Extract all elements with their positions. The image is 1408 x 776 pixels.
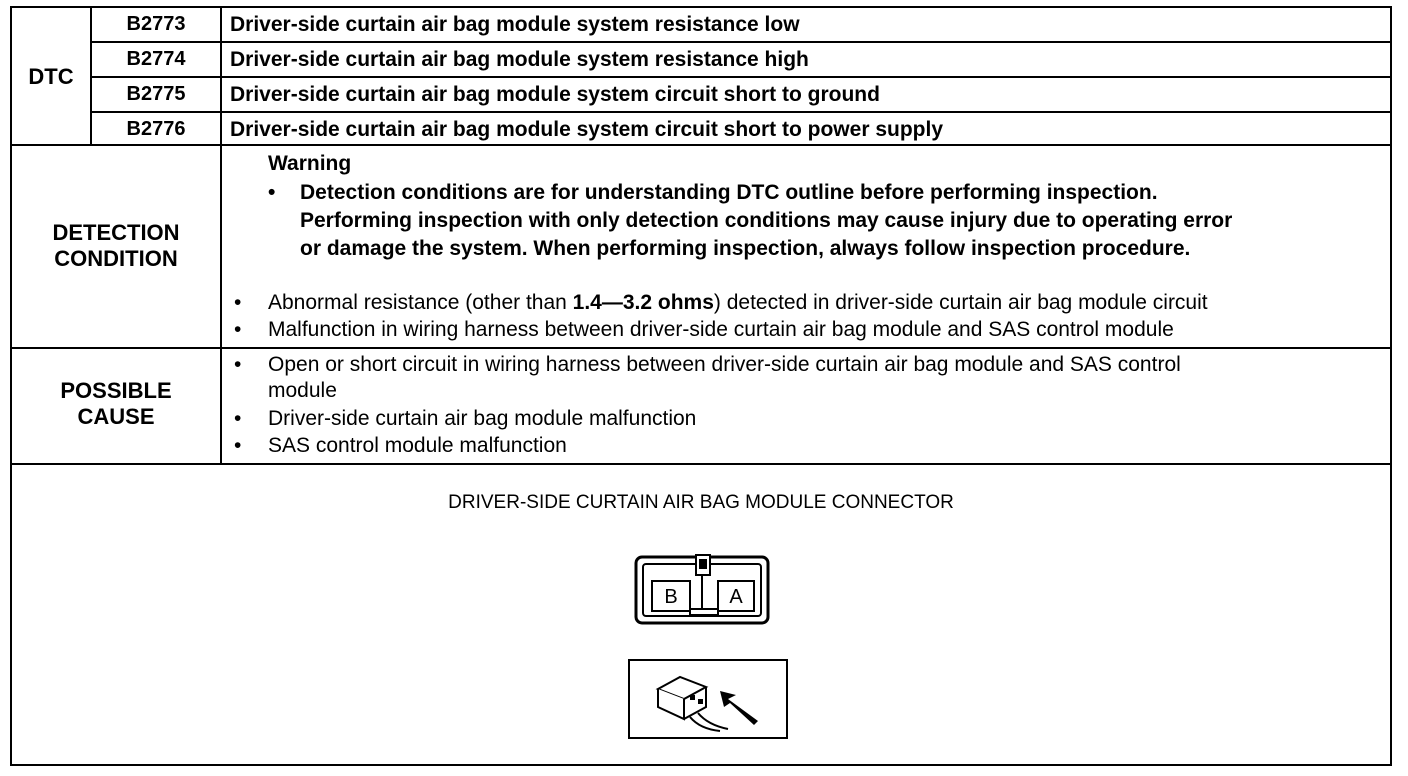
detection-item-2-text: Malfunction in wiring harness between driver-side curtain air bag module and SAS control module xyxy=(268,318,1174,341)
bullet-dot: • xyxy=(234,434,242,457)
cause-item-2-text: Driver-side curtain air bag module malfunction xyxy=(268,407,697,430)
cause-label-line1: POSSIBLE xyxy=(60,378,172,403)
harness-side-connector-icon xyxy=(628,659,788,739)
detection-item-1-before: Abnormal resistance (other than xyxy=(268,291,573,314)
terminal-a-label: A xyxy=(729,586,743,608)
detection-label-line2: CONDITION xyxy=(54,246,178,271)
resistance-range: 1.4—3.2 ohms xyxy=(572,291,714,314)
section-divider-detection xyxy=(12,347,1390,349)
warning-bullet-dot: • xyxy=(268,181,276,204)
section-divider-cause xyxy=(12,463,1390,465)
warning-line-2: Performing inspection with only detection conditions may cause injury due to operating error xyxy=(300,209,1233,232)
cause-item-1-line1: Open or short circuit in wiring harness between driver-side curtain air bag module and SAS control xyxy=(268,353,1181,376)
detection-label-line1: DETECTION xyxy=(52,220,180,245)
bullet-dot: • xyxy=(234,291,242,314)
detection-condition-label xyxy=(12,220,220,272)
cause-label-line2: CAUSE xyxy=(77,404,155,429)
cause-item-1-line2: module xyxy=(268,379,337,402)
bullet-dot: • xyxy=(234,407,242,430)
warning-title: Warning xyxy=(268,152,352,175)
dtc-description-1: Driver-side curtain air bag module system resistance low xyxy=(230,13,800,36)
warning-line-3: or damage the system. When performing inspection, always follow inspection procedure. xyxy=(300,237,1191,260)
warning-text xyxy=(300,179,1232,263)
dtc-code-1: B2773 xyxy=(126,13,186,35)
dtc-code-3: B2775 xyxy=(126,83,186,105)
dtc-code-4: B2776 xyxy=(126,118,186,140)
dtc-label: DTC xyxy=(28,64,74,89)
connector-title: DRIVER-SIDE CURTAIN AIR BAG MODULE CONNECTOR xyxy=(448,492,954,513)
cause-item-3-text: SAS control module malfunction xyxy=(268,434,567,457)
dtc-code-2: B2774 xyxy=(126,48,186,70)
bullet-dot: • xyxy=(234,318,242,341)
dtc-description-4: Driver-side curtain air bag module system circuit short to power supply xyxy=(230,118,944,141)
warning-line-1: Detection conditions are for understanding DTC outline before performing inspection. xyxy=(300,181,1158,204)
dtc-description-2: Driver-side curtain air bag module system resistance high xyxy=(230,48,809,71)
connector-diagram xyxy=(634,553,770,625)
dtc-document xyxy=(10,6,1392,766)
detection-item-1-after: ) detected in driver-side curtain air bag module circuit xyxy=(713,291,1208,314)
terminal-b-label: B xyxy=(664,586,678,608)
possible-cause-label xyxy=(12,378,220,430)
dtc-description-3: Driver-side curtain air bag module system circuit short to ground xyxy=(230,83,880,106)
bullet-dot: • xyxy=(234,353,242,376)
